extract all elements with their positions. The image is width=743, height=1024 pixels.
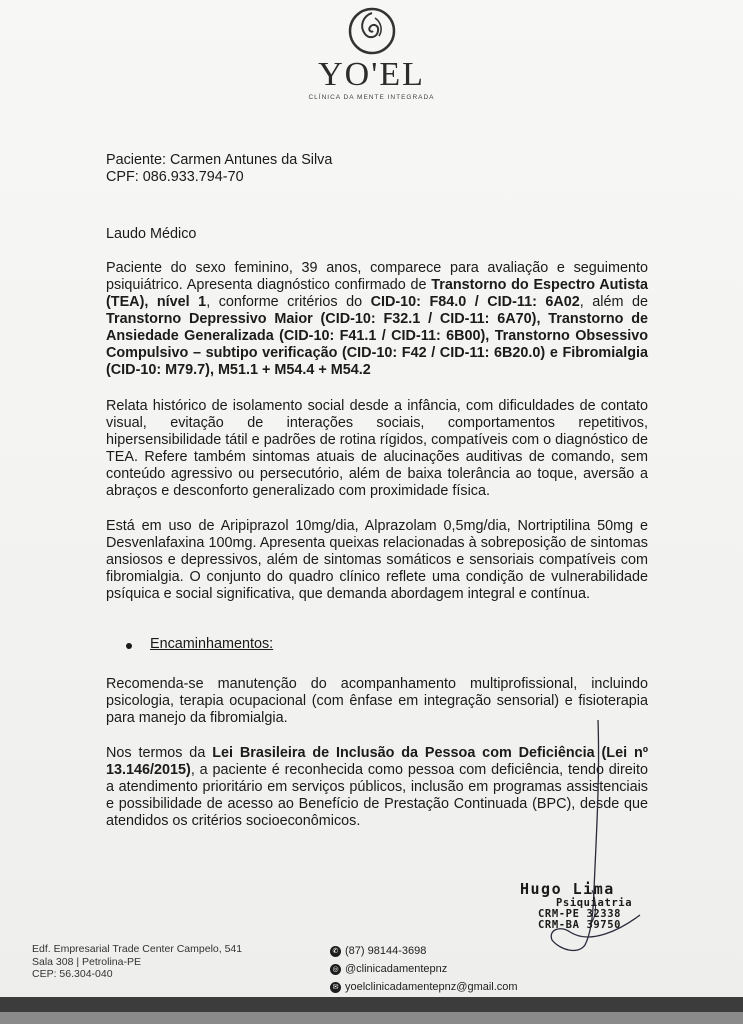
footer-contacts bbox=[330, 942, 518, 996]
logo-tagline: CLÍNICA DA MENTE INTEGRADA bbox=[308, 94, 435, 101]
p1-ocd: Transtorno Obsessivo Compulsivo – subtipo verificação bbox=[106, 328, 649, 361]
referrals-bullet bbox=[126, 636, 273, 652]
p1-depression-codes: (CID-10: F32.1 / CID-11: 6A70), bbox=[312, 311, 549, 327]
p5-law: Lei Brasileira de Inclusão da Pessoa com Deficiência (Lei nº 13.146/2015) bbox=[106, 745, 649, 778]
patient-name: Paciente: Carmen Antunes da Silva bbox=[106, 152, 333, 168]
bullet-dot bbox=[126, 643, 132, 649]
p1-text-a: Paciente do sexo feminino, 39 anos, comparece para avaliação e seguimento psiquiátrico. Apresenta diagnóstico confirmado de bbox=[106, 260, 648, 293]
logo-name: YO'EL bbox=[318, 56, 425, 93]
patient-header bbox=[106, 152, 648, 186]
p1-text-e: , além de bbox=[579, 294, 648, 310]
p1-depression: Transtorno Depressivo Maior bbox=[106, 311, 313, 327]
logo-mark-icon bbox=[345, 4, 399, 58]
whatsapp-icon: ✆ bbox=[330, 946, 341, 957]
phone-text: (87) 98144-3698 bbox=[345, 945, 427, 957]
medication-paragraph: Está em uso de Aripiprazol 10mg/dia, Alprazolam 0,5mg/dia, Nortriptilina 50mg e Desvenlafaxina 100mg. Apresenta queixas relacionadas à sobreposição de sintomas ansiosos e depressivos, além de sintomas somáticos e sensoriais compatíveis com fibromialgia. O conjunto do quadro clínico reflete uma condição de vulnerabilidade psíquica e social significativa, que demanda abordagem integral e contínua. bbox=[106, 518, 648, 602]
address-line-3: CEP: 56.304-040 bbox=[32, 968, 113, 980]
p1-anxiety-codes: (CID-10: F41.1 / CID-11: 6B00), bbox=[273, 328, 495, 344]
diagnosis-paragraph bbox=[106, 260, 648, 379]
contact-instagram bbox=[330, 960, 518, 978]
contact-email bbox=[330, 978, 518, 996]
footer-bar-dark bbox=[0, 997, 743, 1012]
history-paragraph: Relata histórico de isolamento social desde a infância, com dificuldades de contato visual, evitação de interações sociais, comportamentos repetitivos, hipersensibilidade tátil e padrões de rotina rígidos, compatíveis com o diagnóstico de TEA. Refere também sintomas atuais de alucinações auditivas de comando, sem conteúdo agressivo ou persecutório, além de baixa tolerância ao toque, aversão a abraços e desconforto generalizado com proximidade física. bbox=[106, 398, 648, 499]
doctor-name: Hugo Lima bbox=[520, 880, 615, 898]
p5-text-c: , a paciente é reconhecida como pessoa com deficiência, tendo direito a atendimento prioritário em serviços públicos, inclusão em programas assistenciais e possibilidade de acesso ao Benefício de Prestação Continuada (BPC), desde que atendidos os critérios socioeconômicos. bbox=[106, 762, 648, 829]
p1-fibromyalgia: Fibromialgia bbox=[562, 345, 648, 361]
p1-fibromyalgia-codes: (CID-10: M79.7), M51.1 + M54.4 + M54.2 bbox=[106, 362, 371, 378]
doctor-specialty: Psiquiatria bbox=[556, 897, 633, 909]
address-line-1: Edf. Empresarial Trade Center Campelo, 541 bbox=[32, 943, 243, 955]
p1-tea: Transtorno do Espectro Autista (TEA), nível 1 bbox=[106, 277, 648, 310]
address-line-2: Sala 308 | Petrolina-PE bbox=[32, 955, 141, 968]
referrals-heading: Encaminhamentos: bbox=[150, 636, 274, 652]
doctor-crm-pe: CRM-PE 32338 bbox=[538, 908, 622, 920]
instagram-icon: ◎ bbox=[330, 964, 341, 975]
report-title: Laudo Médico bbox=[106, 226, 197, 242]
p1-ocd-codes: (CID-10: F42 / CID-11: 6B20.0) e bbox=[337, 345, 563, 361]
clinic-logo bbox=[0, 4, 743, 101]
contact-phone bbox=[330, 942, 518, 960]
footer-bar-light bbox=[0, 1012, 743, 1024]
doctor-crm-ba: CRM-BA 39750 bbox=[538, 919, 622, 931]
p1-anxiety: Transtorno de Ansiedade Generalizada bbox=[106, 311, 648, 344]
p1-tea-codes: CID-10: F84.0 / CID-11: 6A02 bbox=[370, 294, 580, 310]
doctor-stamp bbox=[520, 880, 650, 931]
recommendation-paragraph: Recomenda-se manutenção do acompanhamento multiprofissional, incluindo psicologia, terapia ocupacional (com ênfase em integração sensorial) e fisioterapia para manejo da fibromialgia. bbox=[106, 676, 648, 726]
p1-text-c: , conforme critérios do bbox=[206, 294, 371, 310]
legal-paragraph bbox=[106, 745, 648, 830]
footer-address bbox=[32, 943, 242, 981]
email-icon: ✉ bbox=[330, 982, 341, 993]
patient-cpf: CPF: 086.933.794-70 bbox=[106, 169, 244, 185]
p5-text-a: Nos termos da bbox=[106, 745, 213, 761]
instagram-text: @clinicadamentepnz bbox=[345, 963, 448, 975]
email-text: yoelclinicadamentepnz@gmail.com bbox=[345, 981, 518, 993]
